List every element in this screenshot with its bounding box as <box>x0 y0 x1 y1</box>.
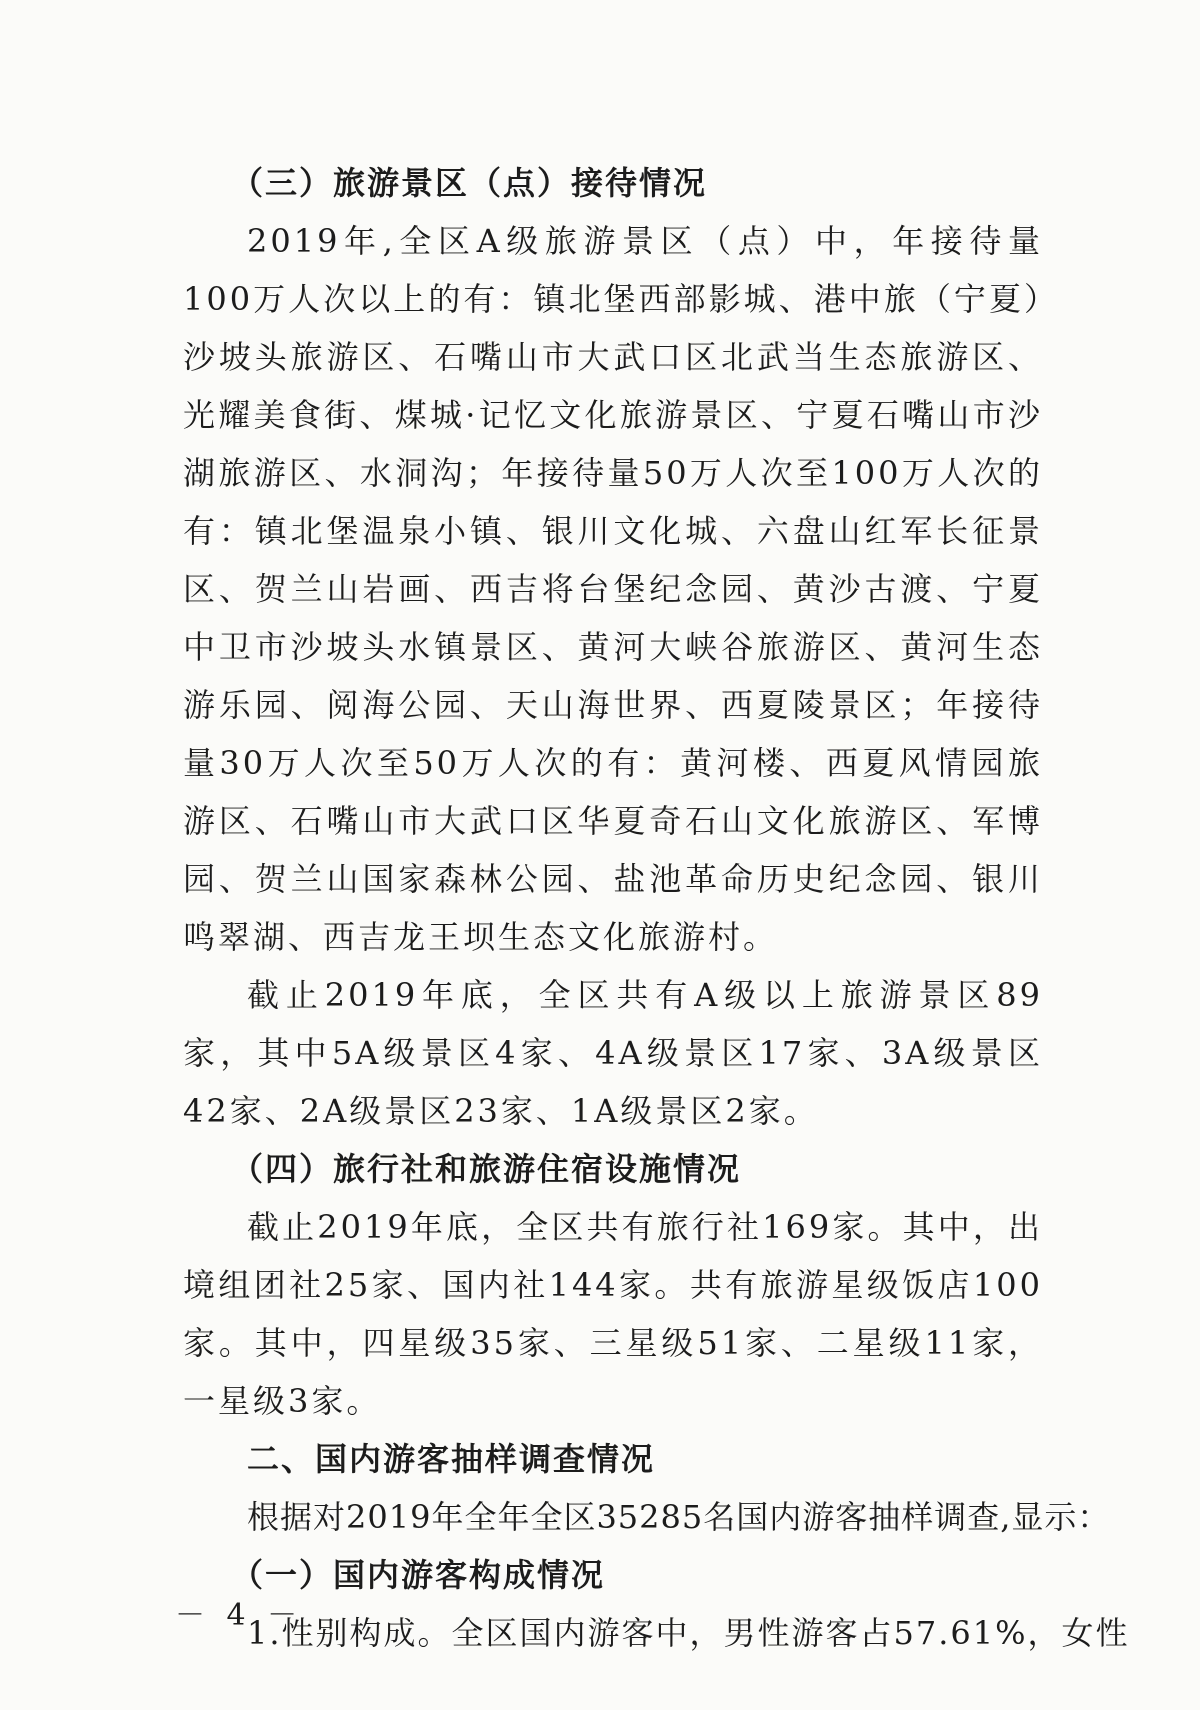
part2-heading: 二、国内游客抽样调查情况 <box>247 1440 656 1478</box>
part2-intro: 根据对2019年全年全区35285名国内游客抽样调查,显示： <box>247 1498 1111 1536</box>
section3-heading: （三）旅游景区（点）接待情况 <box>231 164 708 202</box>
part2-sub1-heading: （一）国内游客构成情况 <box>231 1556 606 1594</box>
section3-paragraph-2: 截止2019年底，全区共有A级以上旅游景区89家，其中5A级景区4家、4A级景区17家、3A级景区42家、2A级景区23家、1A级景区2家。 <box>183 976 1043 1130</box>
section3-paragraph-1: 2019年,全区A级旅游景区（点）中，年接待量100万人次以上的有：镇北堡西部影城、港中旅（宁夏）沙坡头旅游区、石嘴山市大武口区北武当生态旅游区、光耀美食街、煤城·记忆文化旅游景区、宁夏石嘴山市沙湖旅游区、水洞沟；年接待量50万人次至100万人次的有：镇北堡温泉小镇、银川文化城、六盘山红军长征景区、贺兰山岩画、西吉将台堡纪念园、黄沙古渡、宁夏中卫市沙坡头水镇景区、黄河大峡谷旅游区、黄河生态游乐园、阅海公园、天山海世界、西夏陵景区；年接待量30万人次至50万人次的有：黄河楼、西夏风情园旅游区、石嘴山市大武口区华夏奇石山文化旅游区、军博园、贺兰山国家森林公园、盐池革命历史纪念园、银川鸣翠湖、西吉龙王坝生态文化旅游村。 <box>183 222 1043 956</box>
part2-sub1-paragraph-1: 1.性别构成。全区国内游客中，男性游客占57.61%，女性 <box>247 1614 1130 1652</box>
page-number: － 4 － <box>175 1598 304 1633</box>
section4-heading: （四）旅行社和旅游住宿设施情况 <box>231 1150 742 1188</box>
document-body <box>183 154 1130 1662</box>
section4-paragraph-1: 截止2019年底，全区共有旅行社169家。其中，出境组团社25家、国内社144家。共有旅游星级饭店100家。其中，四星级35家、三星级51家、二星级11家，一星级3家。 <box>183 1208 1043 1420</box>
